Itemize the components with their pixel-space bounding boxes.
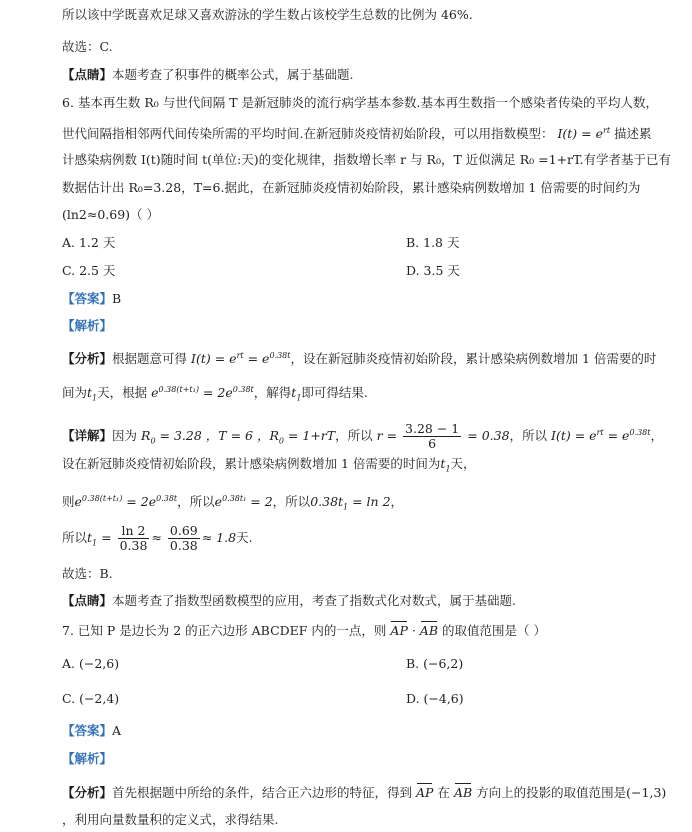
answer-value: B: [112, 291, 122, 306]
q7-options-row1: [62, 655, 652, 673]
fenxi-line2-a: 间为: [62, 385, 88, 401]
q5-comment: [62, 66, 652, 84]
xiangjie-frac-069: $\frac{0.69}{0.38}$: [169, 523, 198, 553]
fenxi-formula: $I(t) = e^{rt} = e^{0.38t}$: [191, 351, 291, 367]
q6-stem-line5: (ln2≈0.69)（ ）: [62, 207, 160, 222]
q6-xiangjie-line3: 则$e^{0.38(t+t_1)} = 2e^{0.38t}$，所以$e^{0.38t_1} = 2$，所以$0.38t_1 = \ln 2$，: [62, 494, 404, 512]
xiangjie-t1: $t_1$: [440, 456, 451, 474]
answer-tag: 【答案】: [62, 291, 113, 306]
fenxi-text: 根据题意可得: [112, 351, 188, 367]
xiangjie-model: $I(t) = e^{rt} = e^{0.38t}$: [551, 427, 651, 443]
vec-ab: AB: [453, 785, 473, 800]
comment-tag: 【点睛】: [62, 593, 113, 608]
analysis-tag: 【解析】: [62, 318, 113, 333]
fenxi-line2-c: ，解得: [253, 385, 292, 401]
xiangjie-line2-text: 设在新冠肺炎疫情初始阶段，累计感染病例数增加 1 倍需要的时间为: [62, 456, 441, 471]
q5-choice: 故选：C.: [62, 39, 113, 54]
q6-model-formula: $I(t) = e^{rt}$: [557, 126, 611, 142]
comment-tag: 【点睛】: [62, 67, 113, 82]
xiangjie-a: 因为: [112, 428, 138, 443]
q6-options-row1: [62, 234, 652, 252]
fenxi-range: (−1,3): [626, 785, 667, 800]
q7-stem: [62, 622, 652, 640]
q7-option-c: C. (−2,4): [62, 691, 120, 706]
xiangjie-line4-a: 所以: [62, 530, 88, 545]
q6-xiangjie-line2: [62, 455, 652, 479]
q7-option-b: B. (−6,2): [406, 656, 464, 671]
answer-tag: 【答案】: [62, 723, 113, 738]
q7-option-a: A. (−2,6): [62, 656, 120, 671]
q6-option-b: B. 1.8 天: [406, 235, 460, 250]
xiangjie-c: ，所以: [509, 428, 548, 443]
xiangjie-t1-eq: $t_1$ =: [87, 530, 112, 548]
fenxi-equation: $e^{0.38(t+t_1)} = 2e^{0.38t}$: [151, 385, 254, 401]
q7-fenxi-line1: [62, 784, 667, 802]
analysis-tag: 【解析】: [62, 751, 113, 766]
fenxi-c: 方向上的投影的取值范围是: [476, 785, 627, 800]
xiangjie-b: ，所以: [335, 428, 373, 443]
q5-conclusion: 所以该中学既喜欢足球又喜欢游泳的学生数占该校学生总数的比例为 46%.: [62, 7, 473, 22]
q6-options-row2: [62, 262, 652, 280]
q6-xiangjie-line4: [62, 524, 652, 553]
q6-answer: [62, 290, 652, 308]
q6-option-d: D. 3.5 天: [406, 263, 460, 278]
xiangjie-line3-c: ，所以: [272, 494, 311, 510]
xiangjie-eq3: $0.38t_1 = \ln 2$: [310, 494, 391, 512]
comment-text: 本题考查了积事件的概率公式，属于基础题.: [112, 67, 354, 82]
xiangjie-eq1: $e^{0.38(t+t_1)} = 2e^{0.38t}$: [74, 494, 178, 510]
q6-stem-line2: [62, 122, 652, 143]
q7-fenxi-line2: ，利用向量数量积的定义式，求得结果.: [62, 812, 279, 827]
q6-option-a: A. 1.2 天: [62, 235, 116, 250]
xiangjie-eq2: $e^{0.38t_1} = 2$: [214, 494, 273, 510]
xiangjie-line4-end: 天.: [236, 530, 253, 545]
approx-1: ≈: [151, 530, 162, 545]
q6-stem-text-end: 描述累: [614, 126, 652, 142]
q6-stem-text: 世代间隔指相邻两代间传染所需的平均时间.在新冠肺炎疫情初始阶段，可以用指数模型：: [62, 126, 554, 142]
xiangjie-line2-end: 天，: [450, 456, 476, 471]
xiangjie-fraction: $\frac{3.28 - 1}{6}$: [405, 421, 460, 451]
vec-ap: AP: [416, 785, 434, 800]
q6-analysis-heading: [62, 317, 652, 335]
fenxi-line2-b: 天，根据: [97, 385, 148, 401]
fenxi-b: 在: [437, 785, 450, 800]
fenxi-tag: 【分析】: [62, 785, 113, 800]
q7-stem-text: 7. 已知 P 是边长为 2 的正六边形 ABCDEF 内的一点，则: [62, 623, 387, 638]
fenxi-t1: $t_1$: [87, 385, 98, 403]
xiangjie-line3-b: ，所以: [177, 494, 215, 510]
xiangjie-given: $R_0 = 3.28$ ，T = 6 ，$R_0 = 1+rT$: [141, 428, 336, 446]
xiangjie-tag: 【详解】: [62, 428, 113, 443]
q7-analysis-heading: [62, 750, 652, 768]
q7-option-d: D. (−4,6): [406, 691, 464, 706]
fenxi-line2-d: 即可得结果.: [301, 385, 368, 401]
fenxi-tag: 【分析】: [62, 351, 113, 367]
q7-options-row2: [62, 690, 652, 708]
q6-option-c: C. 2.5 天: [62, 263, 116, 278]
q7-answer: [62, 722, 652, 740]
q6-xiangjie-line1: 【详解】因为 $R_0 = 3.28$ ，T = 6 ，$R_0 = 1+rT$，所以 r = $\frac{3.28 - 1}{6}$ = 0.38，所以 $I(t) = e^{rt} = e^{0.38t}$，: [62, 421, 663, 451]
xiangjie-r: r =: [376, 428, 398, 443]
q7-dot-product: AP · AB: [390, 623, 439, 638]
q6-stem-line1: 6. 基本再生数 R₀ 与世代间隔 T 是新冠肺炎的流行病学基本参数.基本再生数指一个感染者传染的平均人数，: [62, 95, 659, 110]
q7-stem-end: 的取值范围是（ ）: [442, 623, 546, 638]
xiangjie-r-value: = 0.38: [467, 428, 510, 443]
comment-text: 本题考查了指数型函数模型的应用，考查了指数式化对数式，属于基础题.: [112, 593, 516, 608]
q6-stem-line4: 数据估计出 R₀=3.28，T=6.据此，在新冠肺炎疫情初始阶段，累计感染病例数增加 1 倍需要的时间约为: [62, 180, 641, 195]
q6-fenxi-line1: [62, 347, 657, 368]
q6-comment: [62, 592, 652, 610]
fenxi-text-2: ，设在新冠肺炎疫情初始阶段，累计感染病例数增加 1 倍需要的时: [290, 351, 657, 367]
fenxi-a: 首先根据题中所给的条件，结合正六边形的特征，得到: [112, 785, 413, 800]
fenxi-t1b: $t_1$: [291, 385, 302, 403]
q6-choice: 故选：B.: [62, 566, 113, 581]
q6-fenxi-line2: [62, 381, 652, 408]
answer-value: A: [112, 723, 122, 738]
xiangjie-result: ≈ 1.8: [201, 530, 237, 545]
xiangjie-frac-ln2: $\frac{\ln 2}{0.38}$: [119, 523, 148, 553]
q6-stem-line3: 计感染病例数 I(t)随时间 t(单位:天)的变化规律，指数增长率 r 与 R₀，T 近似满足 R₀ =1+rT.有学者基于已有: [62, 152, 671, 167]
xiangjie-line3-a: 则: [62, 494, 75, 510]
